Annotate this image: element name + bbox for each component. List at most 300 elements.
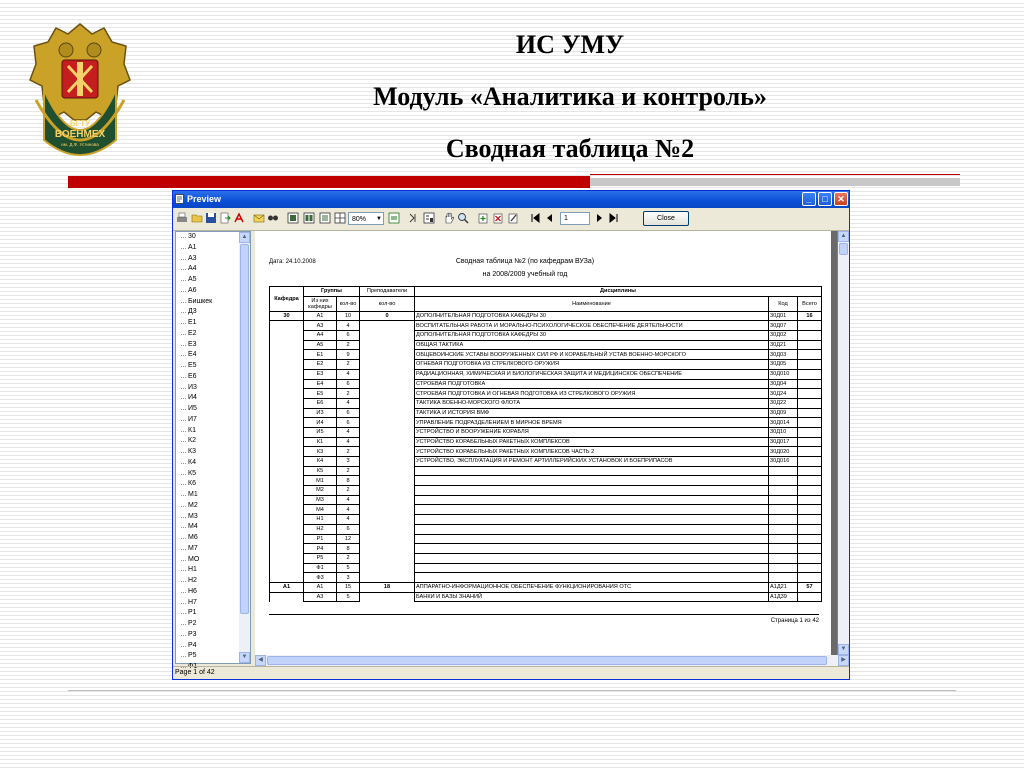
cell-teachers bbox=[360, 321, 415, 331]
edit-page-icon[interactable] bbox=[507, 212, 519, 224]
cell-total bbox=[798, 369, 822, 379]
cell-name: СТРОЕВАЯ ПОДГОТОВКА И ОГНЕВАЯ ПОДГОТОВКА ИЗ СТРЕЛКОВОГО ОРУЖИЯ bbox=[415, 389, 769, 399]
tree-scrollbar[interactable] bbox=[239, 232, 250, 663]
scroll-left-icon[interactable]: ◀ bbox=[255, 655, 266, 666]
close-window-button[interactable]: ✕ bbox=[834, 192, 848, 206]
add-page-icon[interactable] bbox=[477, 212, 489, 224]
page-horizontal-scrollbar[interactable] bbox=[255, 655, 849, 666]
next-page-icon[interactable] bbox=[594, 212, 606, 224]
cell-name: ОБЩАЯ ТАКТИКА bbox=[415, 340, 769, 350]
cell-code: 30Д24 bbox=[769, 389, 798, 399]
cell-code: 30Д01 bbox=[769, 311, 798, 321]
preview-window bbox=[172, 190, 850, 680]
table-row bbox=[270, 466, 822, 476]
cell-kafedra bbox=[270, 447, 304, 457]
cell-code bbox=[769, 534, 798, 544]
save-icon[interactable] bbox=[205, 212, 217, 224]
scroll-up-icon[interactable]: ▲ bbox=[239, 232, 250, 243]
cell-code: 30Д03 bbox=[769, 350, 798, 360]
tree-item[interactable]: А6 bbox=[176, 286, 240, 297]
cell-total bbox=[798, 524, 822, 534]
tree-item[interactable]: А4 bbox=[176, 264, 240, 275]
cell-kafedra bbox=[270, 457, 304, 467]
cell-kafedra bbox=[270, 340, 304, 350]
page-scroll-thumb[interactable] bbox=[839, 243, 848, 255]
col-code: Код bbox=[769, 296, 798, 311]
cell-kafedra bbox=[270, 360, 304, 370]
cell-kafedra bbox=[270, 389, 304, 399]
zoom-value: 80% bbox=[352, 216, 367, 223]
tree-item[interactable]: Е1 bbox=[176, 318, 240, 329]
tree-item[interactable]: А5 bbox=[176, 275, 240, 286]
tree-item[interactable]: Н1 bbox=[176, 565, 240, 576]
cell-kafedra bbox=[270, 408, 304, 418]
cell-teachers: 18 bbox=[360, 582, 415, 592]
cell-kafedra bbox=[270, 321, 304, 331]
cell-code: 30Д21 bbox=[769, 340, 798, 350]
cell-code bbox=[769, 486, 798, 496]
tree-item[interactable]: Н7 bbox=[176, 598, 240, 609]
cell-count: 6 bbox=[337, 379, 360, 389]
tree-item[interactable]: Е4 bbox=[176, 350, 240, 361]
cell-code: А1Д39 bbox=[769, 592, 798, 602]
page-width-icon[interactable] bbox=[388, 212, 400, 224]
report-table bbox=[269, 286, 822, 602]
cell-count: 2 bbox=[337, 389, 360, 399]
cell-count: 4 bbox=[337, 427, 360, 437]
cell-count: 4 bbox=[337, 515, 360, 525]
first-page-icon[interactable] bbox=[529, 212, 541, 224]
tree-item[interactable]: И3 bbox=[176, 383, 240, 394]
cell-name bbox=[415, 476, 769, 486]
cell-teachers bbox=[360, 447, 415, 457]
tree-item[interactable]: М6 bbox=[176, 533, 240, 544]
bgtu-voenmeh-logo bbox=[26, 20, 134, 168]
cell-teachers bbox=[360, 534, 415, 544]
cell-code bbox=[769, 524, 798, 534]
cell-name bbox=[415, 515, 769, 525]
pdf-icon[interactable] bbox=[233, 212, 245, 224]
maximize-button[interactable]: □ bbox=[818, 192, 832, 206]
cell-code: 30Д04 bbox=[769, 379, 798, 389]
tree-item[interactable]: Р2 bbox=[176, 619, 240, 630]
cell-name bbox=[415, 534, 769, 544]
table-row bbox=[270, 495, 822, 505]
table-row bbox=[270, 398, 822, 408]
cell-name: СТРОЕВАЯ ПОДГОТОВКА bbox=[415, 379, 769, 389]
cell-kafedra bbox=[270, 515, 304, 525]
cell-code: 30Д05 bbox=[769, 360, 798, 370]
cell-group: Ф1 bbox=[304, 563, 337, 573]
cell-teachers bbox=[360, 369, 415, 379]
prev-page-icon[interactable] bbox=[543, 212, 555, 224]
tree-item[interactable]: Бишкек bbox=[176, 297, 240, 308]
table-row bbox=[270, 476, 822, 486]
page-single-icon[interactable] bbox=[287, 212, 299, 224]
report-title: Сводная таблица №2 (по кафедрам ВУЗа) bbox=[455, 258, 595, 265]
print-icon[interactable] bbox=[176, 212, 188, 224]
cell-group: Р4 bbox=[304, 544, 337, 554]
table-row bbox=[270, 360, 822, 370]
zoom-dropdown-icon: ▼ bbox=[376, 216, 382, 222]
horizontal-scroll-thumb[interactable] bbox=[267, 656, 827, 665]
cell-count: 4 bbox=[337, 437, 360, 447]
tree-item[interactable]: М3 bbox=[176, 512, 240, 523]
cell-kafedra bbox=[270, 495, 304, 505]
cell-count: 3 bbox=[337, 457, 360, 467]
cell-name: РАДИАЦИОННАЯ, ХИМИЧЕСКАЯ И БИОЛОГИЧЕСКАЯ ЗАЩИТА И МЕДИЦИНСКОЕ ОБЕСПЕЧЕНИЕ bbox=[415, 369, 769, 379]
cell-code: 30Д014 bbox=[769, 418, 798, 428]
cell-name: ДОПОЛНИТЕЛЬНАЯ ПОДГОТОВКА КАФЕДРЫ 30 bbox=[415, 311, 769, 321]
cell-kafedra bbox=[270, 379, 304, 389]
report-page-footer: Страница 1 из 42 bbox=[770, 618, 819, 624]
cell-total bbox=[798, 389, 822, 399]
tree-item[interactable]: Ф1 bbox=[176, 662, 240, 673]
cell-kafedra bbox=[270, 486, 304, 496]
cell-count: 2 bbox=[337, 466, 360, 476]
cell-total bbox=[798, 563, 822, 573]
page-number-input[interactable]: 1 bbox=[560, 212, 590, 225]
cell-total bbox=[798, 331, 822, 341]
cell-count: 4 bbox=[337, 495, 360, 505]
logo-text-top: БГТУ bbox=[69, 119, 91, 128]
report-page bbox=[255, 231, 837, 655]
cell-name: ТАКТИКА ВОЕННО-МОРСКОГО ФЛОТА bbox=[415, 398, 769, 408]
cell-kafedra bbox=[270, 563, 304, 573]
tree-item[interactable]: Р3 bbox=[176, 630, 240, 641]
cell-total bbox=[798, 534, 822, 544]
tree-item[interactable]: Е2 bbox=[176, 329, 240, 340]
cell-count: 8 bbox=[337, 544, 360, 554]
page-multi-icon[interactable] bbox=[319, 212, 331, 224]
cell-total bbox=[798, 408, 822, 418]
export-icon[interactable] bbox=[219, 212, 231, 224]
col-disciplines: Дисциплины bbox=[415, 287, 822, 297]
cell-group: И5 bbox=[304, 427, 337, 437]
cell-count: 12 bbox=[337, 534, 360, 544]
tree-item[interactable]: Е6 bbox=[176, 372, 240, 383]
tree-item[interactable]: Е3 bbox=[176, 340, 240, 351]
cell-count: 8 bbox=[337, 476, 360, 486]
cell-group: А3 bbox=[304, 592, 337, 602]
cell-teachers bbox=[360, 592, 415, 602]
table-row bbox=[270, 340, 822, 350]
tree-item[interactable]: К1 bbox=[176, 426, 240, 437]
page-scroll-down-icon[interactable]: ▼ bbox=[838, 644, 849, 655]
page-grid-icon[interactable] bbox=[334, 212, 346, 224]
cell-total bbox=[798, 486, 822, 496]
cell-count: 2 bbox=[337, 340, 360, 350]
table-row bbox=[270, 553, 822, 563]
envelope-icon[interactable] bbox=[253, 212, 265, 224]
window-titlebar[interactable] bbox=[173, 191, 849, 208]
scroll-right-icon[interactable]: ▶ bbox=[838, 655, 849, 666]
delete-page-icon[interactable] bbox=[492, 212, 504, 224]
cell-group: А1 bbox=[304, 311, 337, 321]
cell-total bbox=[798, 398, 822, 408]
cell-group: М2 bbox=[304, 486, 337, 496]
cell-name bbox=[415, 466, 769, 476]
cell-count: 4 bbox=[337, 321, 360, 331]
cell-teachers bbox=[360, 340, 415, 350]
cell-count: 5 bbox=[337, 592, 360, 602]
tree-scroll-thumb[interactable] bbox=[240, 244, 249, 614]
cell-teachers bbox=[360, 457, 415, 467]
cell-count: 4 bbox=[337, 505, 360, 515]
cell-teachers bbox=[360, 427, 415, 437]
cell-total bbox=[798, 379, 822, 389]
open-icon[interactable] bbox=[191, 212, 203, 224]
cell-code: 30Д016 bbox=[769, 457, 798, 467]
cell-total bbox=[798, 544, 822, 554]
cell-count: 9 bbox=[337, 350, 360, 360]
margins-icon[interactable] bbox=[408, 212, 420, 224]
footer-line bbox=[68, 690, 956, 691]
cell-teachers bbox=[360, 389, 415, 399]
tree-item[interactable]: Н2 bbox=[176, 576, 240, 587]
tree-item[interactable]: Д3 bbox=[176, 307, 240, 318]
page-scroll-up-icon[interactable]: ▲ bbox=[838, 231, 849, 242]
table-row bbox=[270, 515, 822, 525]
tree-item[interactable]: М1 bbox=[176, 490, 240, 501]
page-shadow bbox=[831, 231, 837, 655]
cell-group: М4 bbox=[304, 505, 337, 515]
cell-total bbox=[798, 476, 822, 486]
cell-kafedra bbox=[270, 544, 304, 554]
close-button[interactable]: Close bbox=[643, 211, 689, 226]
cell-kafedra bbox=[270, 553, 304, 563]
cell-teachers bbox=[360, 331, 415, 341]
magnify-icon[interactable] bbox=[457, 212, 469, 224]
cell-code bbox=[769, 563, 798, 573]
cell-total bbox=[798, 573, 822, 583]
cell-total bbox=[798, 340, 822, 350]
cell-kafedra: 30 bbox=[270, 311, 304, 321]
cell-group: А1 bbox=[304, 582, 337, 592]
cell-code: 30Д10 bbox=[769, 427, 798, 437]
cell-kafedra bbox=[270, 398, 304, 408]
zoom-select[interactable] bbox=[348, 212, 384, 225]
edit-icon[interactable] bbox=[423, 212, 435, 224]
slide-title-table: Сводная таблица №2 bbox=[445, 134, 695, 163]
cell-group: Н1 bbox=[304, 515, 337, 525]
cell-group: Е6 bbox=[304, 398, 337, 408]
cell-kafedra bbox=[270, 427, 304, 437]
find-icon[interactable] bbox=[267, 212, 279, 224]
preview-page-area[interactable] bbox=[255, 231, 849, 655]
table-row bbox=[270, 544, 822, 554]
tree-item[interactable]: М7 bbox=[176, 544, 240, 555]
cell-name bbox=[415, 505, 769, 515]
col-teachers-count: кол-во bbox=[360, 296, 415, 311]
cell-total bbox=[798, 466, 822, 476]
cell-teachers bbox=[360, 379, 415, 389]
cell-teachers bbox=[360, 350, 415, 360]
cell-total: 16 bbox=[798, 311, 822, 321]
tree-item[interactable]: К6 bbox=[176, 479, 240, 490]
cell-name: УПРАВЛЕНИЕ ПОДРАЗДЕЛЕНИЕМ В МИРНОЕ ВРЕМЯ bbox=[415, 418, 769, 428]
table-row bbox=[270, 389, 822, 399]
cell-kafedra bbox=[270, 418, 304, 428]
cell-teachers bbox=[360, 563, 415, 573]
cell-teachers bbox=[360, 418, 415, 428]
cell-name: УСТРОЙСТВО КОРАБЕЛЬНЫХ РАКЕТНЫХ КОМПЛЕКСОВ ЧАСТЬ 2 bbox=[415, 447, 769, 457]
cell-group: Е3 bbox=[304, 369, 337, 379]
table-row bbox=[270, 447, 822, 457]
cell-name bbox=[415, 495, 769, 505]
tree-list bbox=[176, 232, 240, 673]
col-teachers: Преподаватели bbox=[360, 287, 415, 297]
tree-item[interactable]: МО bbox=[176, 555, 240, 566]
cell-group: К1 bbox=[304, 437, 337, 447]
department-tree[interactable] bbox=[175, 231, 251, 670]
tree-item[interactable]: И5 bbox=[176, 404, 240, 415]
cell-group: Н2 bbox=[304, 524, 337, 534]
cell-code bbox=[769, 476, 798, 486]
cell-teachers bbox=[360, 524, 415, 534]
cell-total bbox=[798, 553, 822, 563]
cell-count: 6 bbox=[337, 408, 360, 418]
status-bar bbox=[173, 666, 849, 680]
table-row bbox=[270, 408, 822, 418]
cell-total bbox=[798, 437, 822, 447]
cell-code bbox=[769, 573, 798, 583]
cell-code: 30Д02 bbox=[769, 331, 798, 341]
tree-item[interactable]: А3 bbox=[176, 254, 240, 265]
page-vertical-scrollbar[interactable] bbox=[838, 231, 849, 655]
cell-group: М1 bbox=[304, 476, 337, 486]
table-row bbox=[270, 457, 822, 467]
tree-item[interactable]: Н6 bbox=[176, 587, 240, 598]
cell-total bbox=[798, 360, 822, 370]
cell-total bbox=[798, 457, 822, 467]
hand-icon[interactable] bbox=[443, 212, 455, 224]
minimize-button[interactable]: _ bbox=[802, 192, 816, 206]
cell-total bbox=[798, 515, 822, 525]
cell-code bbox=[769, 495, 798, 505]
cell-group: А3 bbox=[304, 321, 337, 331]
report-subtitle: на 2008/2009 учебный год bbox=[482, 271, 568, 278]
tree-item[interactable]: М4 bbox=[176, 522, 240, 533]
cell-group: Р1 bbox=[304, 534, 337, 544]
tree-item[interactable]: Е5 bbox=[176, 361, 240, 372]
cell-group: И4 bbox=[304, 418, 337, 428]
cell-kafedra bbox=[270, 369, 304, 379]
cell-code: 30Д22 bbox=[769, 398, 798, 408]
cell-total bbox=[798, 505, 822, 515]
tree-item[interactable]: Р1 bbox=[176, 608, 240, 619]
cell-count: 6 bbox=[337, 418, 360, 428]
cell-group: Р5 bbox=[304, 553, 337, 563]
tree-item[interactable]: М2 bbox=[176, 501, 240, 512]
header-grey-bar bbox=[590, 178, 960, 186]
report-footer-rule bbox=[269, 614, 819, 615]
cell-kafedra bbox=[270, 505, 304, 515]
col-kafedra: Кафедра bbox=[270, 287, 304, 312]
cell-group: А4 bbox=[304, 331, 337, 341]
table-row bbox=[270, 350, 822, 360]
cell-name: ВОСПИТАТЕЛЬНАЯ РАБОТА И МОРАЛЬНО-ПСИХОЛОГИЧЕСКОЕ ОБЕСПЕЧЕНИЕ ДЕЯТЕЛЬНОСТИ bbox=[415, 321, 769, 331]
cell-teachers bbox=[360, 476, 415, 486]
cell-name bbox=[415, 553, 769, 563]
cell-group: К4 bbox=[304, 457, 337, 467]
cell-name bbox=[415, 486, 769, 496]
table-row bbox=[270, 331, 822, 341]
cell-name: УСТРОЙСТВО, ЭКСПЛУАТАЦИЯ И РЕМОНТ АРТИЛЛЕРИЙСКИХ УСТАНОВОК И БОЕПРИПАСОВ bbox=[415, 457, 769, 467]
cell-teachers bbox=[360, 466, 415, 476]
cell-total bbox=[798, 447, 822, 457]
cell-name: ТАКТИКА И ИСТОРИЯ ВМФ bbox=[415, 408, 769, 418]
cell-total bbox=[798, 427, 822, 437]
cell-group: И3 bbox=[304, 408, 337, 418]
cell-code: 30Д020 bbox=[769, 447, 798, 457]
cell-kafedra bbox=[270, 573, 304, 583]
cell-kafedra bbox=[270, 534, 304, 544]
cell-count: 6 bbox=[337, 524, 360, 534]
cell-group: К5 bbox=[304, 466, 337, 476]
cell-count: 2 bbox=[337, 553, 360, 563]
cell-total bbox=[798, 418, 822, 428]
tree-item[interactable]: А1 bbox=[176, 243, 240, 254]
cell-name: ОГНЕВАЯ ПОДГОТОВКА ИЗ СТРЕЛКОВОГО ОРУЖИЯ bbox=[415, 360, 769, 370]
cell-group: К3 bbox=[304, 447, 337, 457]
app-icon bbox=[175, 194, 184, 204]
cell-teachers bbox=[360, 515, 415, 525]
col-name: Наименование bbox=[415, 296, 769, 311]
table-row bbox=[270, 534, 822, 544]
page-double-icon[interactable] bbox=[303, 212, 315, 224]
cell-name: АППАРАТНО-ИНФОРМАЦИОННОЕ ОБЕСПЕЧЕНИЕ ФУНКЦИОНИРОВАНИЯ ОТС bbox=[415, 582, 769, 592]
scroll-down-icon[interactable]: ▼ bbox=[239, 652, 250, 663]
tree-item[interactable]: Р5 bbox=[176, 651, 240, 662]
cell-total: 57 bbox=[798, 582, 822, 592]
cell-name: БАНКИ И БАЗЫ ЗНАНИЙ bbox=[415, 592, 769, 602]
tree-item[interactable]: И7 bbox=[176, 415, 240, 426]
tree-item[interactable]: 30 bbox=[176, 232, 240, 243]
cell-teachers bbox=[360, 505, 415, 515]
tree-item[interactable]: К3 bbox=[176, 447, 240, 458]
table-row bbox=[270, 369, 822, 379]
cell-code bbox=[769, 515, 798, 525]
window-title: Preview bbox=[187, 194, 222, 204]
tree-item[interactable]: К2 bbox=[176, 436, 240, 447]
table-row bbox=[270, 592, 822, 602]
cell-kafedra bbox=[270, 524, 304, 534]
tree-item[interactable]: И4 bbox=[176, 393, 240, 404]
table-row bbox=[270, 524, 822, 534]
cell-group: Е2 bbox=[304, 360, 337, 370]
report-date: Дата: 24.10.2008 bbox=[269, 259, 316, 265]
cell-code bbox=[769, 544, 798, 554]
cell-code: 30Д07 bbox=[769, 321, 798, 331]
table-row bbox=[270, 486, 822, 496]
col-total: Всего bbox=[798, 296, 822, 311]
table-row bbox=[270, 505, 822, 515]
last-page-icon[interactable] bbox=[608, 212, 620, 224]
tree-item[interactable]: К5 bbox=[176, 469, 240, 480]
tree-item[interactable]: К4 bbox=[176, 458, 240, 469]
cell-kafedra bbox=[270, 466, 304, 476]
col-of-them: Из них кафедры bbox=[304, 296, 337, 311]
tree-item[interactable]: Р4 bbox=[176, 641, 240, 652]
cell-teachers: 0 bbox=[360, 311, 415, 321]
cell-teachers bbox=[360, 408, 415, 418]
cell-total bbox=[798, 350, 822, 360]
cell-code bbox=[769, 466, 798, 476]
cell-kafedra bbox=[270, 331, 304, 341]
logo-text-sub: им. Д.Ф. Устинова bbox=[61, 142, 99, 147]
cell-kafedra bbox=[270, 476, 304, 486]
